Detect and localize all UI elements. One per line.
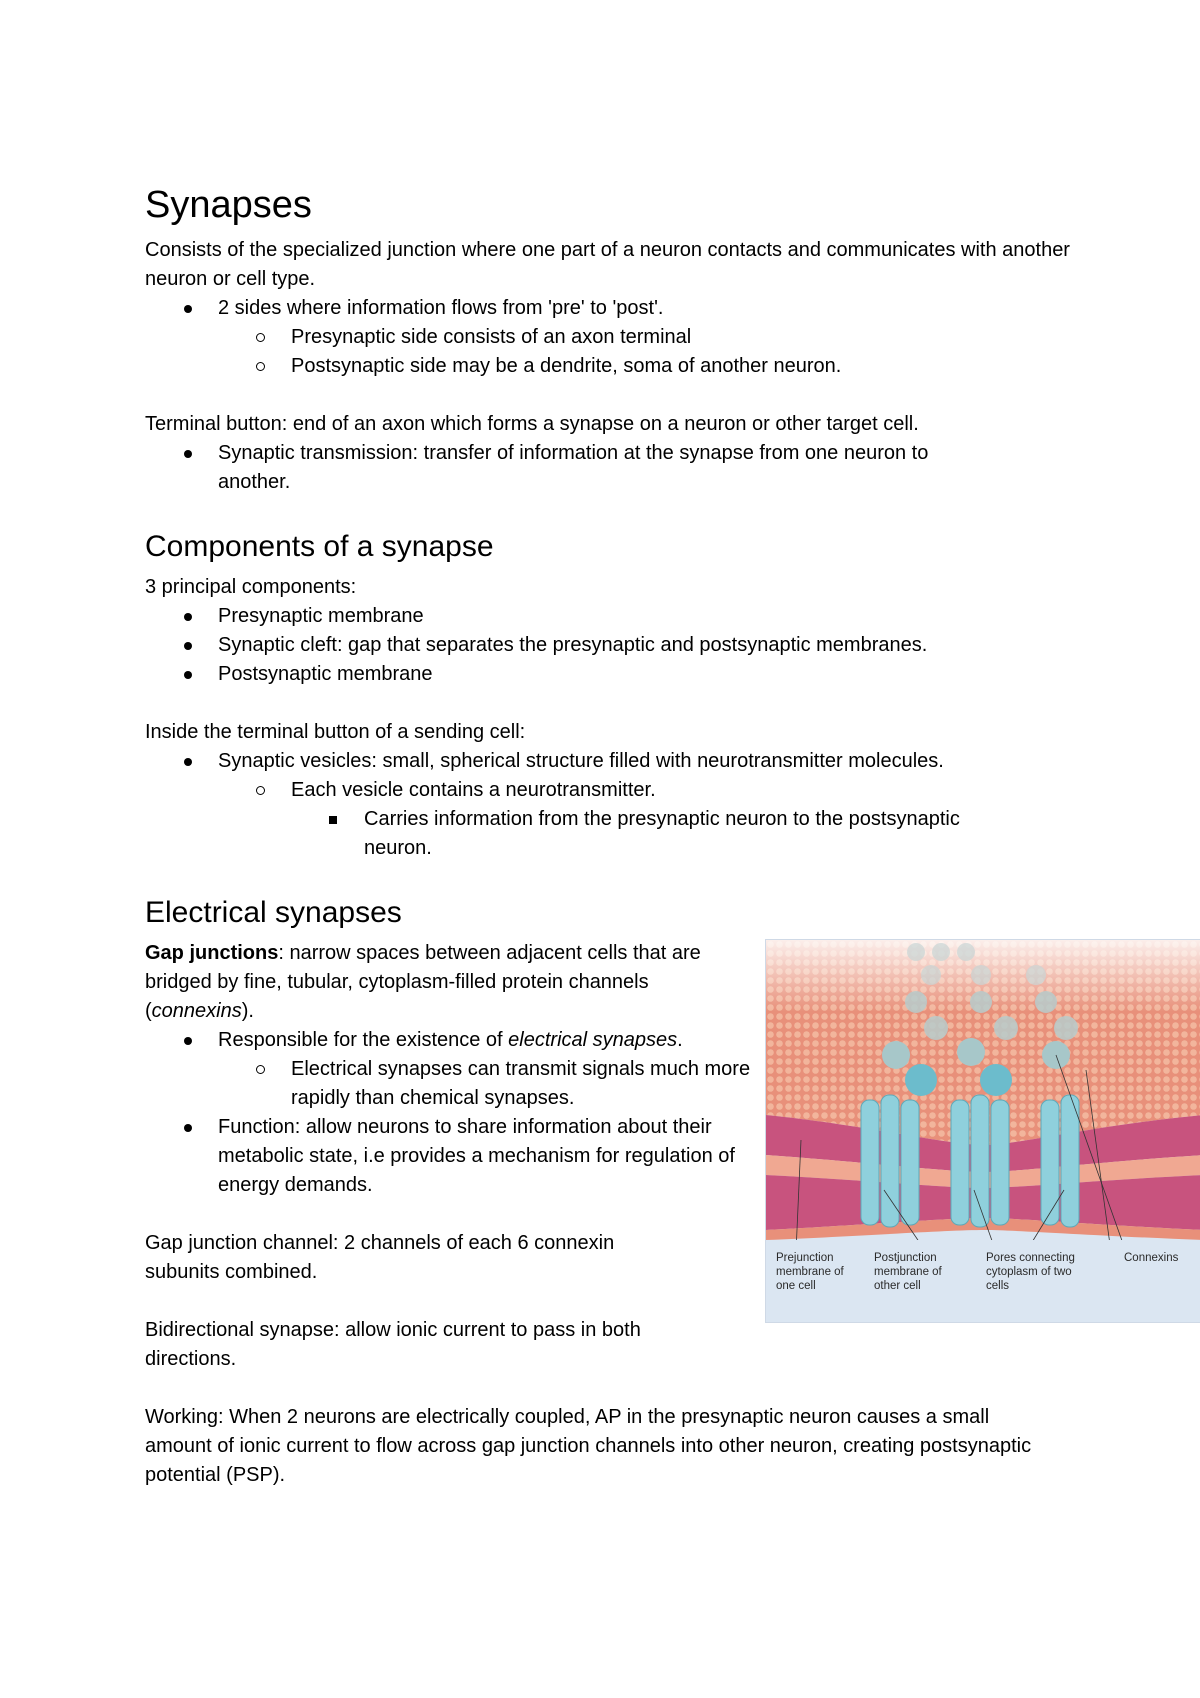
connexins-term: connexins — [151, 1000, 242, 1022]
figure-label-postjunction: Postjunction membrane of other cell — [874, 1252, 942, 1292]
page-title: Synapses — [145, 184, 312, 226]
intro-list — [145, 294, 1075, 381]
electrical-section — [145, 939, 1179, 1374]
list-item: Presynaptic side consists of an axon terminal — [145, 323, 1075, 352]
list-item: 2 sides where information flows from 'pre' to 'post'. — [145, 294, 1075, 323]
document-page — [145, 182, 1179, 1490]
resp-italic: electrical synapses — [508, 1029, 678, 1051]
vesicle-list — [145, 747, 1075, 863]
list-item: Synaptic transmission: transfer of information at the synapse from one neuron to another. — [145, 439, 998, 497]
figure-label-prejunction: Prejunction membrane of one cell — [776, 1252, 844, 1292]
list-item: Function: allow neurons to share information about their metabolic state, i.e provides a mechanism for regulation of energy demands. — [145, 1113, 755, 1200]
intro-paragraph: Consists of the specialized junction where one part of a neuron contacts and communicates with another neuron or cell type. — [145, 239, 1070, 290]
components-list — [145, 602, 1075, 689]
list-item — [145, 1026, 755, 1055]
components-heading: Components of a synapse — [145, 530, 494, 563]
list-item: Presynaptic membrane — [145, 602, 1075, 631]
gap-junctions-term: Gap junctions — [145, 942, 279, 964]
resp-post: . — [677, 1029, 683, 1051]
terminal-button-paragraph: Terminal button: end of an axon which forms a synapse on a neuron or other target cell. — [145, 413, 919, 435]
list-item: Electrical synapses can transmit signals much more rapidly than chemical synapses. — [145, 1055, 755, 1113]
gap-junctions-def: : narrow spaces between adjacent cells that are bridged by fine, tubular, cytoplasm-filled protein channels ( — [145, 942, 701, 1022]
terminal-list — [145, 439, 1075, 497]
resp-pre: Responsible for the existence of — [218, 1029, 509, 1051]
bidirectional-paragraph: Bidirectional synapse: allow ionic current to pass in both directions. — [145, 1319, 641, 1370]
figure-label-connexins: Connexins — [1124, 1252, 1179, 1264]
list-item: Each vesicle contains a neurotransmitter. — [145, 776, 1075, 805]
gap-junction-figure — [765, 939, 1200, 1323]
components-lead: 3 principal components: — [145, 576, 357, 598]
list-item: Postsynaptic membrane — [145, 660, 1075, 689]
channel-paragraph: Gap junction channel: 2 channels of each 6 connexin subunits combined. — [145, 1232, 615, 1283]
list-item: Synaptic cleft: gap that separates the presynaptic and postsynaptic membranes. — [145, 631, 1075, 660]
electrical-list — [145, 1026, 755, 1200]
inside-lead: Inside the terminal button of a sending cell: — [145, 721, 526, 743]
list-item: Carries information from the presynaptic neuron to the postsynaptic neuron. — [145, 805, 1024, 863]
list-item: Synaptic vesicles: small, spherical structure filled with neurotransmitter molecules. — [145, 747, 1075, 776]
electrical-heading: Electrical synapses — [145, 896, 402, 929]
gap-junctions-paragraph — [145, 939, 755, 1026]
list-item: Postsynaptic side may be a dendrite, soma of another neuron. — [145, 352, 1075, 381]
figure-label-pores: Pores connecting cytoplasm of two cells — [986, 1252, 1075, 1292]
gap-junctions-end: ). — [241, 1000, 254, 1022]
electrical-text — [145, 939, 755, 1374]
working-paragraph: Working: When 2 neurons are electrically coupled, AP in the presynaptic neuron causes a small amount of ionic current to flow across gap junction channels into other neuron, creating postsynaptic potential (PSP). — [145, 1406, 1032, 1486]
